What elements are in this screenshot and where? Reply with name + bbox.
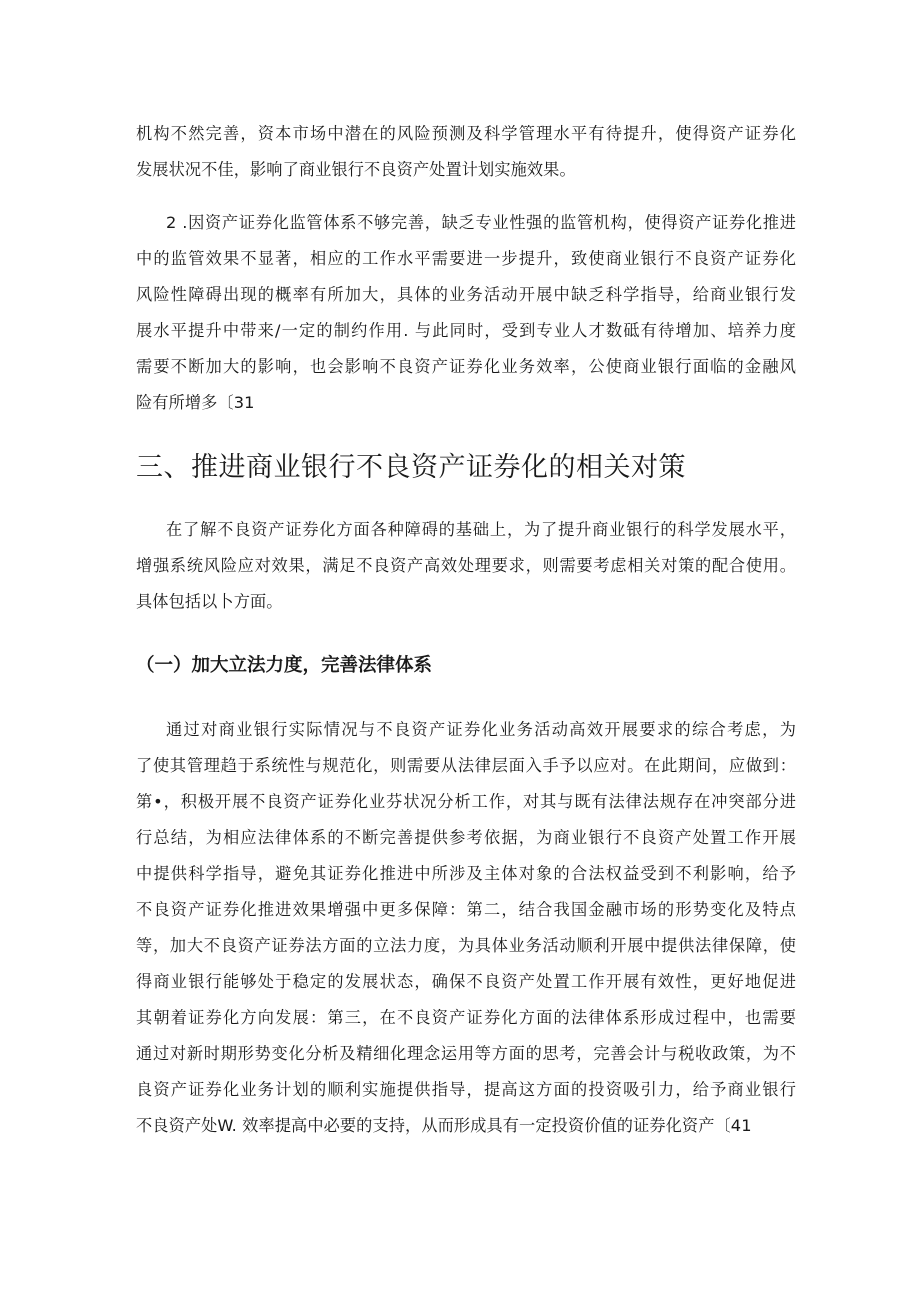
paragraph-line: 第•，积极开展不良资产证券化业芬状况分析工作，对其与既有法律法规存在冲突部分进	[136, 792, 796, 811]
paragraph-2	[136, 205, 796, 421]
paragraph-1	[136, 116, 796, 188]
paragraph-line: 中的监管效果不显著，相应的工作水平需要进一步提升，致使商业银行不良资产证券化	[136, 249, 796, 268]
paragraph-4	[136, 712, 796, 1144]
paragraph-line: 不良资产证券化推进效果增强中更多保障：第二，结合我国金融市场的形势变化及特点	[136, 900, 796, 919]
paragraph-line: 具体包括以卜方面。	[136, 592, 283, 611]
paragraph-line: 得商业银行能够处于稳定的发展状态，确保不良资产处置工作开展有效性，更好地促进	[136, 972, 796, 991]
paragraph-line: 通过对新时期形势变化分析及精细化理念运用等方面的思考，完善会计与税收政策，为不	[136, 1044, 796, 1063]
section-heading: 三、推进商业银行不良资产证券化的相关对策	[136, 452, 686, 483]
paragraph-3	[136, 512, 796, 620]
paragraph-line: 不良资产处W. 效率提高中必要的支持，从而形成具有一定投资价值的证券化资产〔41	[136, 1116, 752, 1135]
paragraph-line: 良资产证券化业务计划的顺利实施提供指导，提高这方面的投资吸引力，给予商业银行	[136, 1080, 796, 1099]
paragraph-line: 了使其管理趋于系统性与规范化，则需要从法律层面入手予以应对。在此期间，应做到：	[136, 756, 796, 775]
paragraph-line: 行总结，为相应法律体系的不断完善提供参考依据，为商业银行不良资产处置工作开展	[136, 828, 796, 847]
paragraph-line: 增强系统风险应对效果，满足不良资产高效处理要求，则需要考虑相关对策的配合使用。	[136, 556, 796, 575]
paragraph-line: 等，加大不良资产证券法方面的立法力度，为具体业务活动顺利开展中提供法律保障，使	[136, 936, 796, 955]
paragraph-line: 需要不断加大的影响，也会影响不良资产证券化业务效率，公使商业银行面临的金融风	[136, 357, 796, 376]
paragraph-line: 展水平提升中带来/一定的制约作用. 与此同时，受到专业人才数砥有待增加、培养力度	[136, 321, 796, 340]
paragraph-line: 2 .因资产证券化监管体系不够完善，缺乏专业性强的监管机构，使得资产证券化推进	[166, 213, 796, 232]
paragraph-line: 机构不然完善，资本市场中潜在的风险预测及科学管理水平有待提升，使得资产证券化	[136, 124, 796, 143]
paragraph-line: 在了解不良资产证券化方面各种障碍的基础上，为了提升商业银行的科学发展水平，	[166, 520, 796, 539]
paragraph-line: 发展状况不佳，影响了商业银行不良资产处置计划实施效果。	[136, 160, 576, 179]
subsection-heading: （一）加大立法力度，完善法律体系	[136, 655, 433, 676]
paragraph-line: 中提供科学指导，避免其证券化推进中所涉及主体对象的合法权益受到不利影响，给予	[136, 864, 796, 883]
paragraph-line: 其朝着证券化方向发展：第三，在不良资产证券化方面的法律体系形成过程中，也需要	[136, 1008, 796, 1027]
paragraph-line: 险有所增多〔31	[136, 393, 255, 412]
paragraph-line: 风险性障碍出现的概率有所加大，具体的业务活动开展中缺乏科学指导，给商业银行发	[136, 285, 796, 304]
paragraph-line: 通过对商业银行实际情况与不良资产证券化业务活动高效开展要求的综合考虑，为	[166, 720, 796, 739]
